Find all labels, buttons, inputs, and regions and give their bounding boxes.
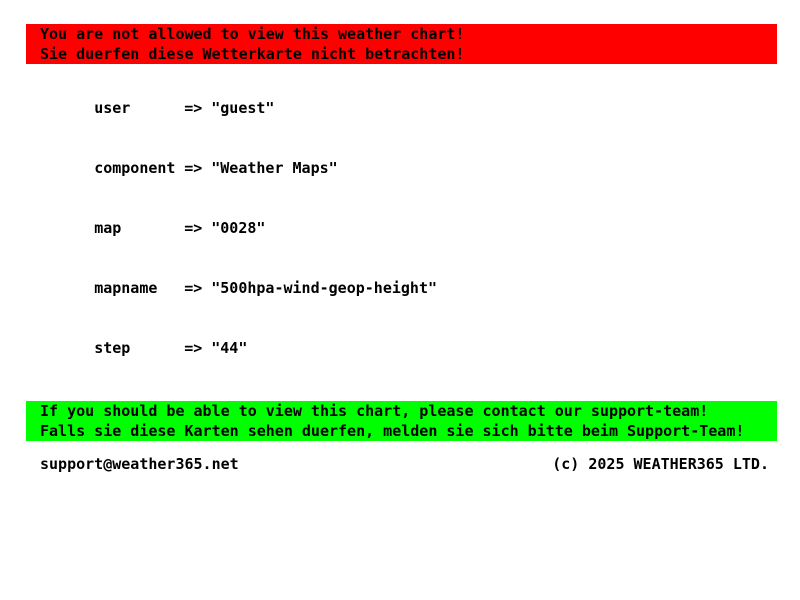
detail-key-mapname: mapname [94, 279, 158, 297]
access-denied-banner [26, 24, 777, 64]
copyright: (c) 2025 WEATHER365 LTD. [552, 455, 769, 473]
request-detail-row [40, 318, 777, 378]
detail-value-step: "44" [211, 339, 248, 357]
support-line-de: Falls sie diese Karten sehen duerfen, melden sie sich bitte beim Support-Team! [40, 422, 745, 440]
arrow: => [184, 159, 203, 177]
request-detail-row [40, 138, 777, 198]
request-detail-row [40, 78, 777, 138]
arrow: => [184, 339, 203, 357]
arrow: => [184, 279, 203, 297]
support-email: support@weather365.net [40, 455, 239, 473]
footer [26, 454, 777, 474]
access-denied-line-de: Sie duerfen diese Wetterkarte nicht betrachten! [40, 45, 465, 63]
arrow: => [184, 219, 203, 237]
support-line-en: If you should be able to view this chart, please contact our support-team! [40, 402, 709, 420]
request-detail-row [40, 198, 777, 258]
request-details [26, 78, 777, 378]
detail-key-component: component [94, 159, 176, 177]
detail-value-component: "Weather Maps" [211, 159, 338, 177]
detail-key-map: map [94, 219, 122, 237]
detail-value-user: "guest" [211, 99, 275, 117]
detail-key-step: step [94, 339, 131, 357]
detail-value-map: "0028" [211, 219, 266, 237]
support-banner [26, 401, 777, 441]
error-page [26, 24, 777, 474]
access-denied-line-en: You are not allowed to view this weather chart! [40, 25, 465, 43]
detail-value-mapname: "500hpa-wind-geop-height" [211, 279, 438, 297]
request-detail-row [40, 258, 777, 318]
detail-key-user: user [94, 99, 131, 117]
arrow: => [184, 99, 203, 117]
